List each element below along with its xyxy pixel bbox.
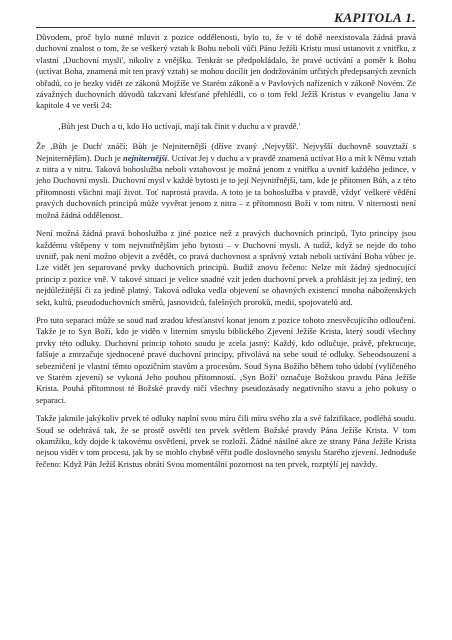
paragraph-3: Není možná žádná pravá bohoslužba z jiné pozice než z pravých duchovních principů. Tyto principy jsou každému vštěpeny v tom nejvnitřnějším jeho bytosti – v Duchovní mysli. A tudíž, když se nejde do toho uvnitř, pak není možno objevit a zvědět, co pravá duchovnost a správný vztah neboli uctívání Boha vůbec je. Lze vidět jen separované prvky duchovních principů. Budiž znovu řečeno: Nelze mít žádný sjednocující princip z pozice vně. V takové situaci je velice snadné vzít jeden duchovní prvek a prohlásit jej za jediný, ten nejdůležitější či za jedině platný. Taková odluka vedla objevení se ohavných existencí mnoha náboženských sekt, kultů, pseudoduchovních směrů, jasnovidců, falešných proroků, medií, spojovatelů atd. xyxy=(36,228,416,307)
chapter-heading: KAPITOLA 1. xyxy=(36,10,416,28)
scripture-quote: ‚Bůh jest Duch a ti, kdo Ho uctívají, mají tak činit v duchu a v pravdě.' xyxy=(58,120,301,131)
paragraph-2 xyxy=(36,141,416,221)
document-page xyxy=(36,10,416,630)
paragraph-2-start: Že ‚Bůh je Duch' znáčí: Bůh je Nejniternější (dříve zvaný ‚Nejvyšší'. Nejvyšší duchovně souvztaží s Nejniternějším). Duch je xyxy=(36,141,416,163)
paragraph-4: Pro tuto separaci může se soud nad zradou křesťanství konat jenom z pozice tohoto znesvěcujícího odloučení. Takže je to Syn Boží, kdo je viděn v literním smyslu biblického Zjevení Ježíše Krista, který soudí všechny prvky této odluky. Duchovní princip tohoto soudu je zcela jasný: Každý, kdo odlučuje, právě, překrucuje, falšuje a zmrzačuje sjednocené pravé duchovní principy, přivolává na sebe soud té odluky. Sebeodsouzení a sebezničení je vlastní těmto opozičním stavům a procesům. Soud Syna Božího během toho údobí (vylíčeného ve Starém zjevení) se vykoná Jeho pouhou přítomností. ‚Syn Boží' označuje Božskou pravdu Pána Ježíše Krista. Pouhá přítomnost té Božské pravdy ničí všechny pseudozásady negativního stavu a jeho pokusy o separaci. xyxy=(36,314,416,405)
paragraph-5: Takže jakmile jakýkoliv prvek té odluky naplní svou míru čili míru svého zla a své falzifikace, podléhá soudu. Soud se odehrává tak, že se prostě osvětlí ten prvek světlem Božské pravdy Pána Ježíše Krista. V tom okamžiku, kdy dojde k takovému osvětlení, prvek se rozloží. Žádné násilné akce ze strany Pána Ježíše Krista nejsou vidět v tom procesu, jak by se mohlo chybně věřit podle doslovného smyslu Starého zjevení. Jednoduše řečeno: Když Pán Ježíš Kristus obrátí Svou momentální pozornost na ten prvek, rozptýlí jej navždy. xyxy=(36,413,416,469)
page-body xyxy=(36,32,416,470)
emphasized-word: nejniternější xyxy=(122,152,168,163)
paragraph-2-end: . Uctívat Jej v duchu a v pravdě znamená uctívat Ho a mít k Němu vztah z nitra a v nitru. Taková bohoslužba neboli vztahovost je možná jenom z vnitřku a uvnitř každého jedince, v jeho Duchovní mysli. Duchovní mysl v každé bytosti je to její Nejvnitřnější, tam, kde je přítomen Bůh, a z této přítomnosti všichni mají život. Toť naprostá pravda. A toto je ta bohoslužba v pravdě, vždyť veškeré vědění pravých duchovních principů může vyvěrat jenom z nitra – z přítomnosti Boží v tom nitru. V niternosti není možná žádná oddělenost. xyxy=(36,152,416,220)
paragraph-1: Důvodem, proč bylo nutné mluvit z pozice oddělenosti, bylo to, že v té době neexistovala žádná pravá duchovní znalost o tom, že se veškerý vztah k Bohu neboli vůči Pánu Ježíši Kristu musí ustanovit z vnitřku, z vlastní ‚Duchovní mysli', nikoliv z vnějšku. Tenkrát se předpokládalo, že pravé uctívání a poměr k Bohu (uctívat Boha, znamená mít ten pravý vztah) se mohou docílit jen dodržováním určitých předepsaných zevních obřadů, co je hezky vidět ze zákonů Mojžíše ve Starém zákoně a v Pavlových nařízeních v zákoně Novém. Ze závažných duchovních důvodů takzvaní křesťané přehlédli, co o tom řekl Ježíš Kristus v evangeliu Jana v kapitole 4 ve verši 24: xyxy=(36,32,416,111)
